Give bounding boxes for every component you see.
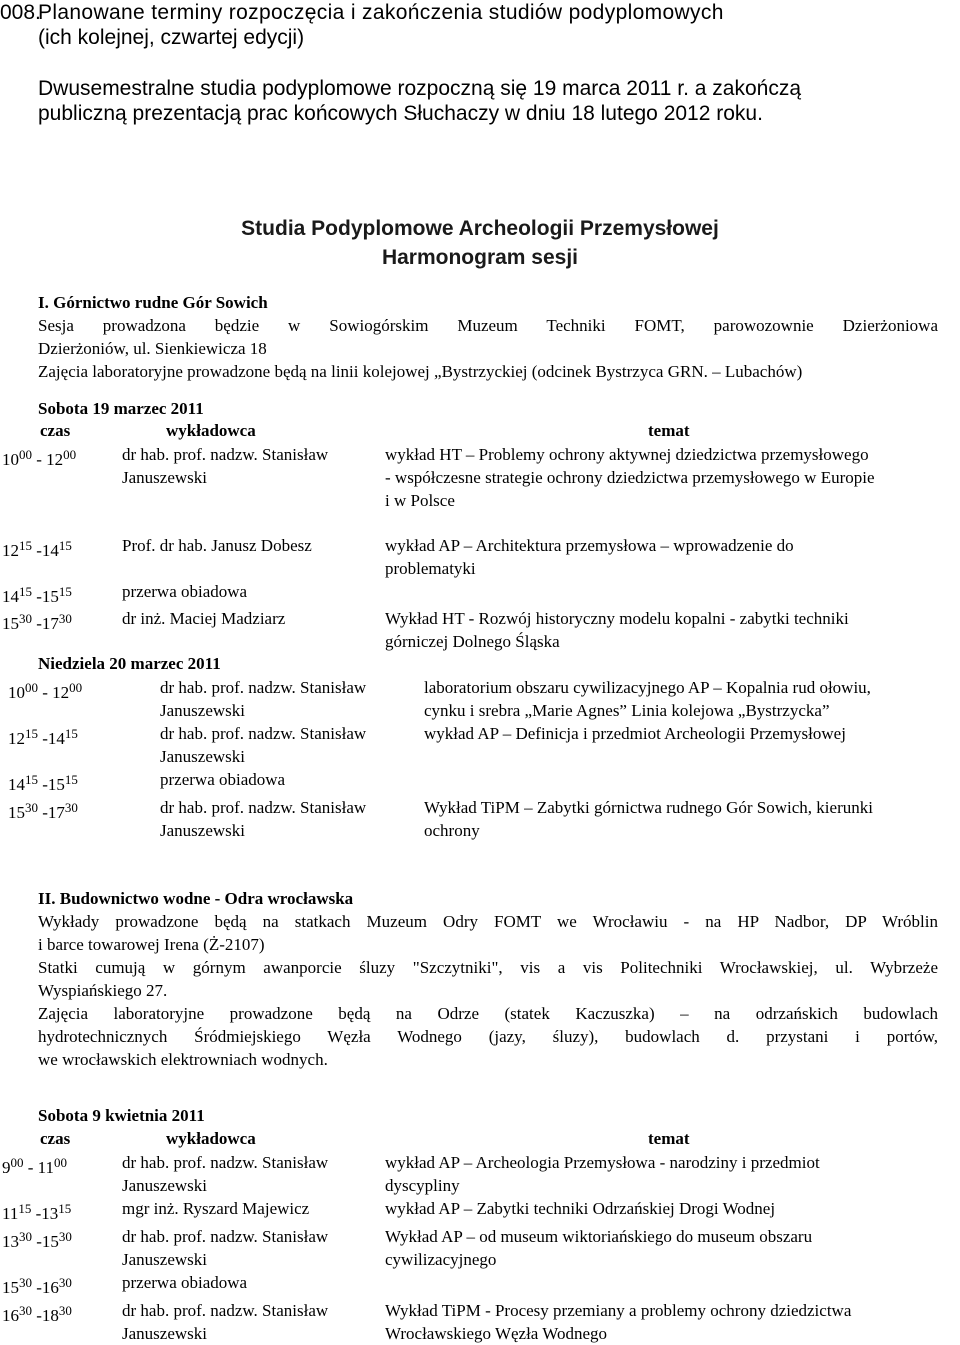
part-1-title: I. Górnictwo rudne Gór Sowich: [38, 293, 268, 312]
part-1-line-3: Zajęcia laboratoryjne prowadzone będą na linii kolejowej „Bystrzyckiej (odcinek Bystrzyca GRN. – Lubachów): [38, 362, 803, 381]
lecturer: dr inż. Maciej Madziarz: [122, 609, 286, 628]
topic: Wykład HT - Rozwój historyczny modelu kopalni - zabytki techniki górniczej Dolnego Śląska: [385, 609, 849, 651]
time-range: $10^{00} - 12^{00}$: [8, 680, 83, 702]
part-2-line-6: hydrotechnicznych Śródmiejskiego Węzła Wodnego (jazy, śluzy), budowlach d. przystani i portów,: [38, 1027, 938, 1046]
column-header-topic: temat: [648, 1129, 690, 1148]
time-range: $15^{30}$ $-16^{30}$: [2, 1275, 72, 1297]
lecturer: dr hab. prof. nadzw. Stanisław Januszewski: [160, 798, 367, 840]
date-heading-niedziela-20: Niedziela 20 marzec 2011: [38, 654, 221, 673]
column-header-lecturer: wykładowca: [166, 421, 256, 440]
lecturer: dr hab. prof. nadzw. Stanisław Januszewski: [122, 445, 329, 487]
time-range: $14^{15}$ $-15^{15}$: [2, 584, 72, 606]
part-2-line-7: we wrocławskich elektrowniach wodnych.: [38, 1050, 328, 1069]
time-range: $11^{15}$ $-13^{15}$: [2, 1201, 72, 1223]
topic: wykład AP – Architektura przemysłowa – wprowadzenie do problematyki: [385, 536, 794, 578]
lecturer: mgr inż. Ryszard Majewicz: [122, 1199, 310, 1218]
time-range: $14^{15}$ $-15^{15}$: [8, 772, 78, 794]
lecturer: dr hab. prof. nadzw. Stanisław Januszewski: [160, 724, 367, 766]
part-2-line-5: Zajęcia laboratoryjne prowadzone będą na Odrze (statek Kaczuszka) – na odrzańskich budowlach: [38, 1004, 938, 1023]
section-heading: [0, 0, 724, 50]
lecturer: Prof. dr hab. Janusz Dobesz: [122, 536, 312, 555]
topic: Wykład TiPM - Procesy przemiany a problemy ochrony dziedzictwa Wrocławskiego Węzła Wodnego: [385, 1301, 852, 1343]
column-header-time: czas: [40, 421, 71, 440]
part-1-description: [38, 291, 938, 383]
column-header-time: czas: [40, 1129, 71, 1148]
date-heading-sobota-9: Sobota 9 kwietnia 2011: [38, 1106, 205, 1125]
part-1-line-1: Sesja prowadzona będzie w Sowiogórskim Muzeum Techniki FOMT, parowozownie Dzierżoniowa: [38, 316, 938, 335]
time-range: $12^{15}$ $-14^{15}$: [2, 538, 72, 560]
part-2-line-2: i barce towarowej Irena (Ż-2107): [38, 935, 265, 954]
topic: wykład HT – Problemy ochrony aktywnej dziedzictwa przemysłowego - współczesne strategie ochrony dziedzictwa przemysłowego w Europie i w Polsce: [385, 445, 875, 510]
topic: wykład AP – Zabytki techniki Odrzańskiej Drogi Wodnej: [385, 1199, 776, 1218]
column-header-lecturer: wykładowca: [166, 1129, 256, 1148]
time-range: $12^{15}$ $-14^{15}$: [8, 726, 78, 748]
program-title: Studia Podyplomowe Archeologii Przemysłowej: [241, 217, 719, 240]
date-heading-sobota-19: Sobota 19 marzec 2011: [38, 399, 204, 418]
section-title-line-2: (ich kolejnej, czwartej edycji): [38, 26, 305, 49]
section-number: 008.: [0, 1, 41, 24]
lecturer: przerwa obiadowa: [122, 1273, 248, 1292]
intro-paragraph: [38, 76, 938, 126]
part-1-line-2: Dzierżoniów, ul. Sienkiewicza 18: [38, 339, 267, 358]
topic: wykład AP – Definicja i przedmiot Archeologii Przemysłowej: [424, 724, 846, 743]
part-2-description: [38, 887, 938, 1071]
intro-line-2: publiczną prezentacją prac końcowych Słuchaczy w dniu 18 lutego 2012 roku.: [38, 102, 763, 125]
time-range: $13^{30}$ $-15^{30}$: [2, 1229, 72, 1251]
topic: laboratorium obszaru cywilizacyjnego AP – Kopalnia rud ołowiu, cynku i srebra „Marie Agnes” Linia kolejowa „Bystrzycka”: [424, 678, 871, 720]
intro-line-1: Dwusemestralne studia podyplomowe rozpoczną się 19 marca 2011 r. a zakończą: [38, 77, 802, 100]
lecturer: dr hab. prof. nadzw. Stanisław Januszewski: [122, 1227, 329, 1269]
lecturer: dr hab. prof. nadzw. Stanisław Januszewski: [160, 678, 367, 720]
time-range: $16^{30}$ $-18^{30}$: [2, 1303, 72, 1325]
part-2-title: II. Budownictwo wodne - Odra wrocławska: [38, 889, 354, 908]
time-range: $15^{30}$ $-17^{30}$: [2, 611, 72, 633]
topic: Wykład AP – od museum wiktoriańskiego do museum obszaru cywilizacyjnego: [385, 1227, 813, 1269]
topic: wykład AP – Archeologia Przemysłowa - narodziny i przedmiot dyscypliny: [385, 1153, 820, 1195]
lecturer: dr hab. prof. nadzw. Stanisław Januszewski: [122, 1301, 329, 1343]
time-range: $9^{00} - 11^{00}$: [2, 1155, 68, 1177]
part-2-line-1: Wykłady prowadzone będą na statkach Muzeum Odry FOMT we Wrocławiu - na HP Nadbor, DP Wróblin: [38, 912, 938, 931]
time-range: $15^{30}$ $-17^{30}$: [8, 800, 78, 822]
section-title-line-1: Planowane terminy rozpoczęcia i zakończenia studiów podyplomowych: [38, 1, 724, 24]
part-2-line-3: Statki cumują w górnym awanporcie śluzy "Szczytniki", vis a vis Politechniki Wrocławskiej, ul. Wybrzeże: [38, 958, 938, 977]
column-header-topic: temat: [648, 421, 690, 440]
part-2-line-4: Wyspiańskiego 27.: [38, 981, 168, 1000]
lecturer: dr hab. prof. nadzw. Stanisław Januszewski: [122, 1153, 329, 1195]
lecturer: przerwa obiadowa: [160, 770, 286, 789]
program-subtitle: Harmonogram sesji: [381, 246, 579, 269]
topic: Wykład TiPM – Zabytki górnictwa rudnego Gór Sowich, kierunki ochrony: [424, 798, 873, 840]
lecturer: przerwa obiadowa: [122, 582, 248, 601]
time-range: $10^{00} - 12^{00}$: [2, 447, 77, 469]
